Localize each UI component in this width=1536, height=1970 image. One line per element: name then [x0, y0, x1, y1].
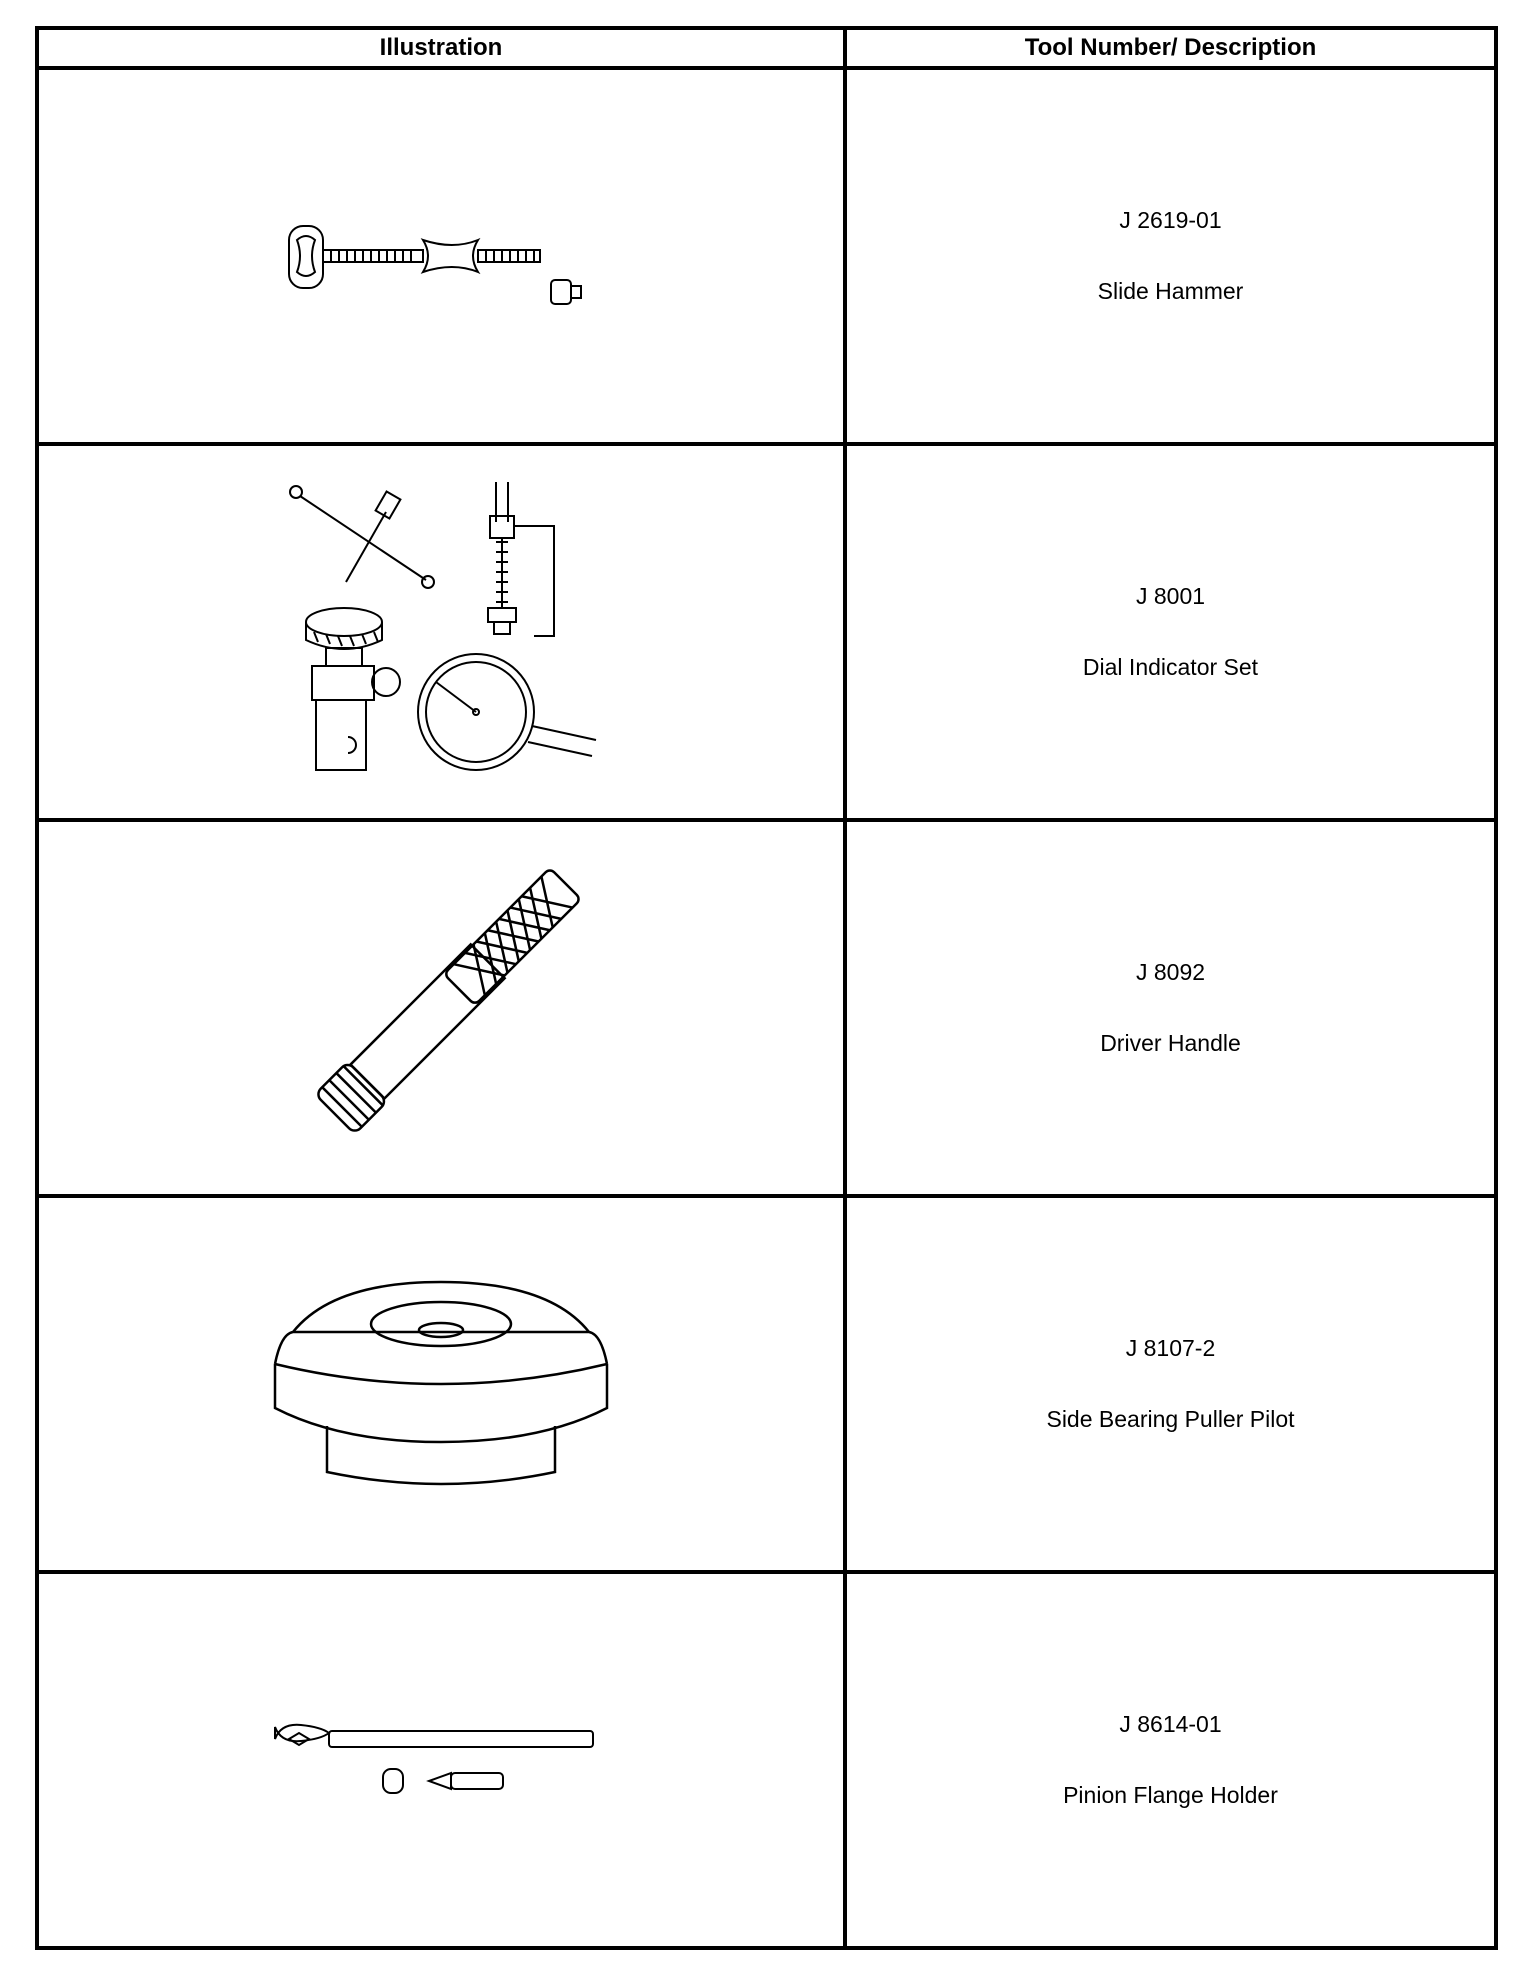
- tool-description-cell: [845, 1196, 1496, 1572]
- tools-table: [35, 26, 1498, 1950]
- tool-description-cell: [845, 444, 1496, 820]
- table-row: [37, 1196, 1496, 1572]
- tool-description: Pinion Flange Holder: [1063, 1782, 1278, 1808]
- illustration-cell: [37, 68, 845, 444]
- illustration-cell: [37, 1572, 845, 1948]
- tool-description-cell: [845, 1572, 1496, 1948]
- header-illustration: Illustration: [37, 28, 845, 68]
- tool-description: Dial Indicator Set: [1082, 654, 1259, 680]
- tool-number: J 2619-01: [1119, 207, 1222, 233]
- tool-number: J 8001: [1135, 583, 1206, 609]
- slide-hammer-icon: [271, 196, 611, 316]
- tool-description: Driver Handle: [1100, 1030, 1241, 1056]
- table-row: [37, 1572, 1496, 1948]
- tool-description-cell: [845, 68, 1496, 444]
- puller-pilot-icon: [271, 1264, 611, 1504]
- tool-description: Side Bearing Puller Pilot: [1046, 1406, 1295, 1432]
- tool-description: Slide Hammer: [1097, 278, 1244, 304]
- table-row: [37, 820, 1496, 1196]
- driver-handle-icon: [271, 848, 611, 1168]
- illustration-cell: [37, 444, 845, 820]
- table-row: [37, 444, 1496, 820]
- dial-indicator-set-icon: [276, 472, 606, 792]
- tool-description-cell: [845, 820, 1496, 1196]
- header-tool-description: Tool Number/ Description: [845, 28, 1496, 68]
- tool-number: J 8092: [1135, 959, 1206, 985]
- tool-number: J 8107-2: [1125, 1335, 1216, 1361]
- tool-number: J 8614-01: [1119, 1711, 1222, 1737]
- illustration-cell: [37, 1196, 845, 1572]
- pinion-flange-holder-icon: [271, 1705, 611, 1815]
- table-row: [37, 68, 1496, 444]
- illustration-cell: [37, 820, 845, 1196]
- header-row: [37, 28, 1496, 68]
